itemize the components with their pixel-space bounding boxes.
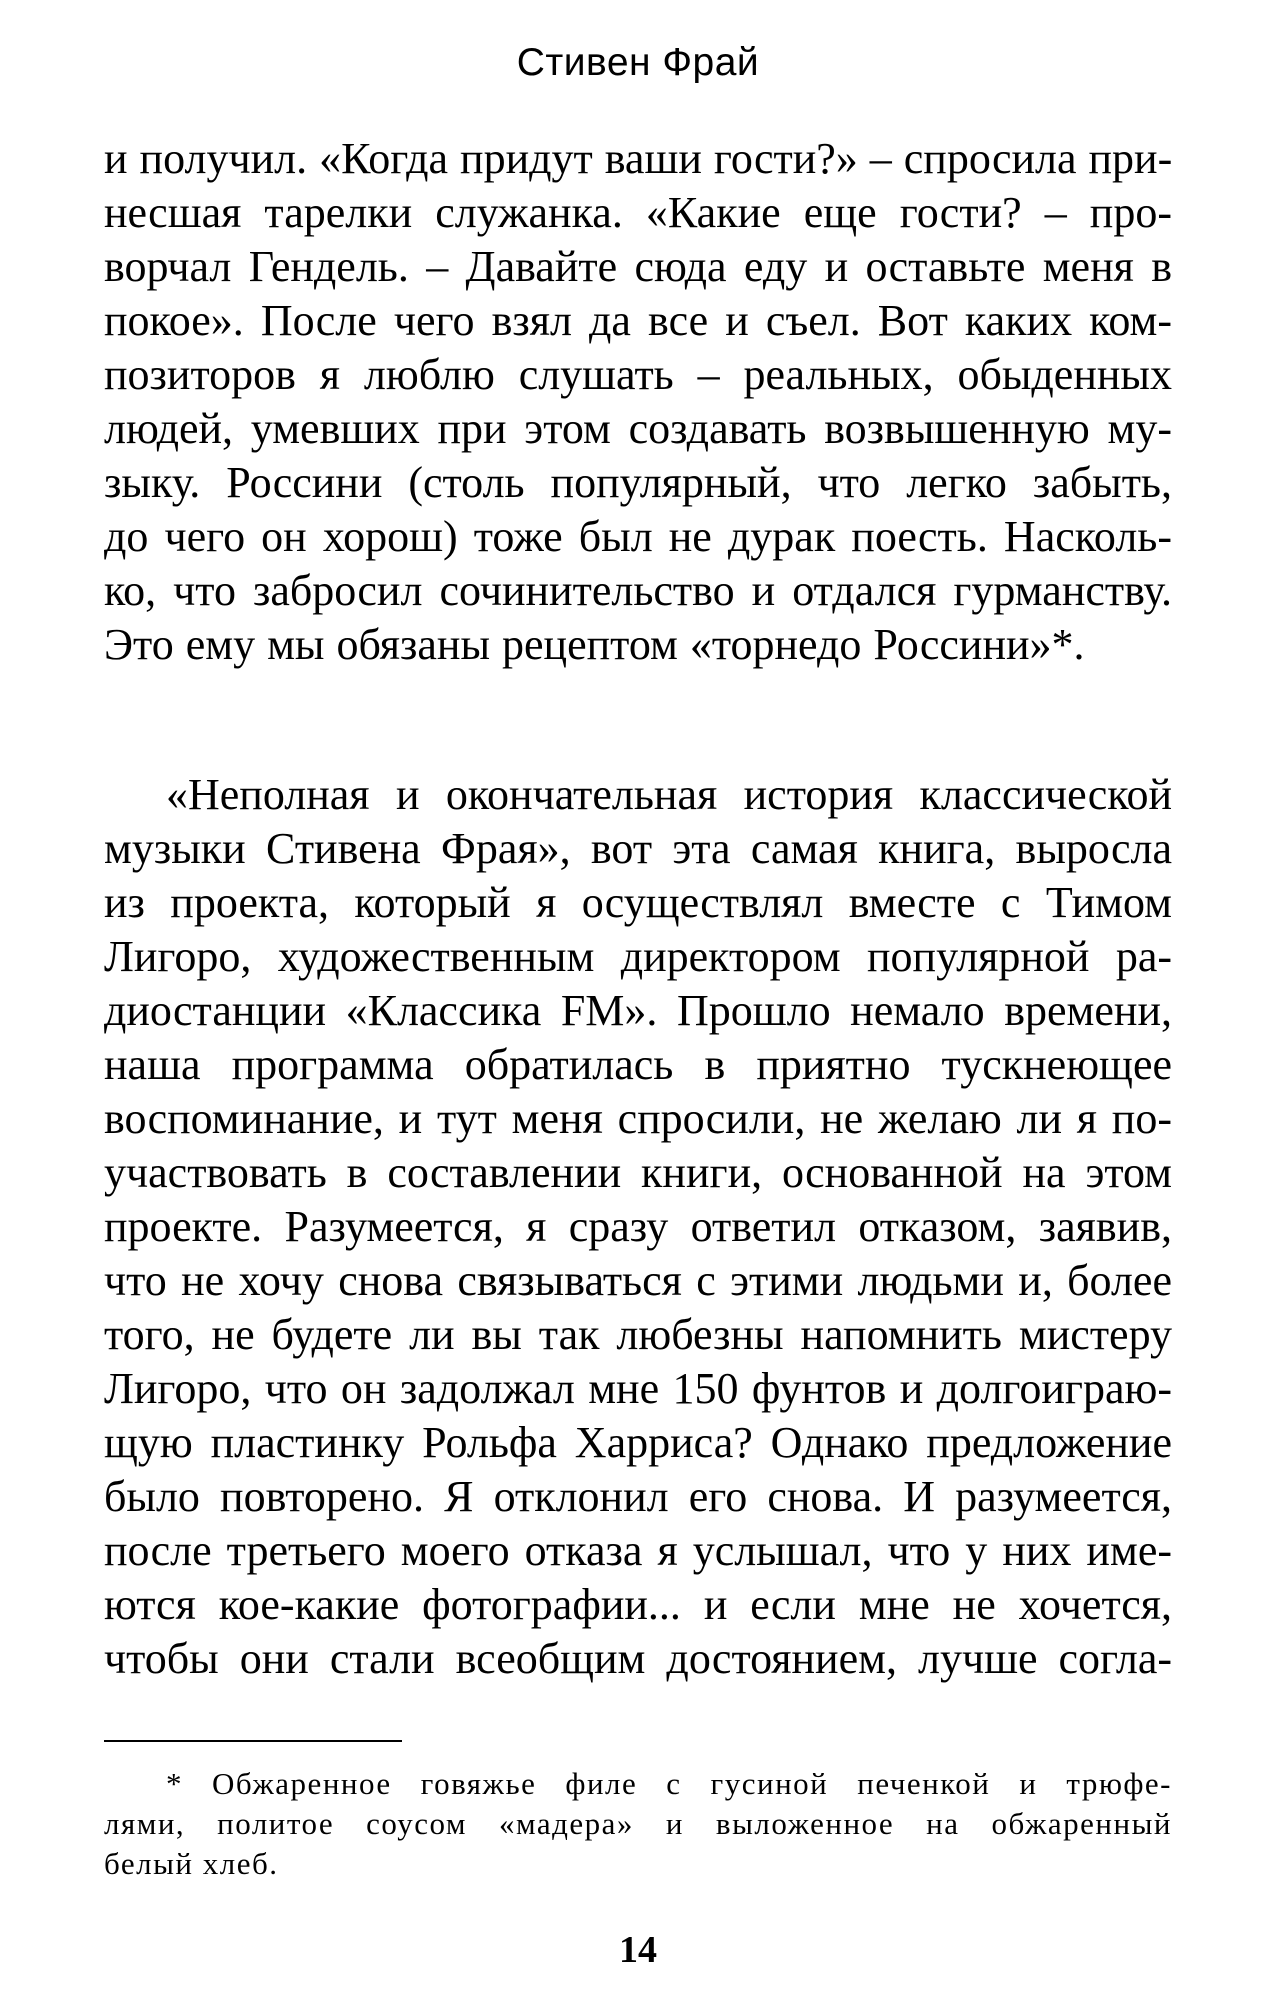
footnote-divider [104, 1740, 402, 1742]
paragraph-line: позиторов я люблю слушать – реальных, обыденных [104, 350, 1172, 399]
paragraph-line: зыку. Россини (столь популярный, что легко забыть, [104, 458, 1172, 507]
paragraph-line: того, не будете ли вы так любезны напомнить мистеру [104, 1310, 1172, 1359]
paragraph-line: до чего он хорош) тоже был не дурак поесть. Насколь- [104, 512, 1172, 561]
paragraph-line: Лигоро, что он задолжал мне 150 фунтов и долгоиграю- [104, 1364, 1172, 1413]
paragraph-line: ко, что забросил сочинительство и отдался гурманству. [104, 566, 1172, 615]
footnote-line: лями, политое соусом «мадера» и выложенное на обжаренный [104, 1806, 1172, 1841]
paragraph-line: и получил. «Когда придут ваши гости?» – спросила при- [104, 134, 1173, 183]
paragraph-line: щую пластинку Рольфа Харриса? Однако предложение [104, 1418, 1172, 1467]
paragraph-line: «Неполная и окончательная история классической [166, 770, 1172, 819]
footnote [104, 1764, 1172, 1884]
paragraph-2 [104, 768, 1172, 1686]
footnote-line: белый хлеб. [104, 1846, 279, 1881]
paragraph-line: было повторено. Я отклонил его снова. И разумеется, [104, 1472, 1172, 1521]
paragraph-line: чтобы они стали всеобщим достоянием, лучше согла- [104, 1634, 1172, 1683]
paragraph-line: Лигоро, художественным директором популярной ра- [104, 932, 1172, 981]
paragraph-line: после третьего моего отказа я услышал, что у них име- [104, 1526, 1172, 1575]
paragraph-line: несшая тарелки служанка. «Какие еще гости? – про- [104, 188, 1172, 237]
paragraph-line: людей, умевших при этом создавать возвышенную му- [104, 404, 1172, 453]
paragraph-line: диостанции «Классика FM». Прошло немало времени, [104, 986, 1172, 1035]
footnote-line: * Обжаренное говяжье филе с гусиной печенкой и трюфе- [166, 1766, 1172, 1801]
paragraph-line: музыки Стивена Фрая», вот эта самая книга, выросла [104, 824, 1172, 873]
paragraph-line: ются кое-какие фотографии... и если мне не хочется, [104, 1580, 1172, 1629]
paragraph-line: из проекта, который я осуществлял вместе с Тимом [104, 878, 1172, 927]
running-header: Стивен Фрай [516, 41, 760, 84]
paragraph-line: Это ему мы обязаны рецептом «торнедо Россини»*. [104, 620, 1085, 669]
paragraph-line: что не хочу снова связываться с этими людьми и, более [104, 1256, 1172, 1305]
paragraph-line: покое». После чего взял да все и съел. Вот каких ком- [104, 296, 1172, 345]
paragraph-line: наша программа обратилась в приятно тускнеющее [104, 1040, 1172, 1089]
page-number: 14 [619, 1929, 657, 1971]
paragraph-line: ворчал Гендель. – Давайте сюда еду и оставьте меня в [104, 242, 1172, 291]
paragraph-1 [104, 132, 1172, 672]
paragraph-line: участвовать в составлении книги, основанной на этом [104, 1148, 1172, 1197]
paragraph-line: воспоминание, и тут меня спросили, не желаю ли я по- [104, 1094, 1172, 1143]
paragraph-line: проекте. Разумеется, я сразу ответил отказом, заявив, [104, 1202, 1172, 1251]
